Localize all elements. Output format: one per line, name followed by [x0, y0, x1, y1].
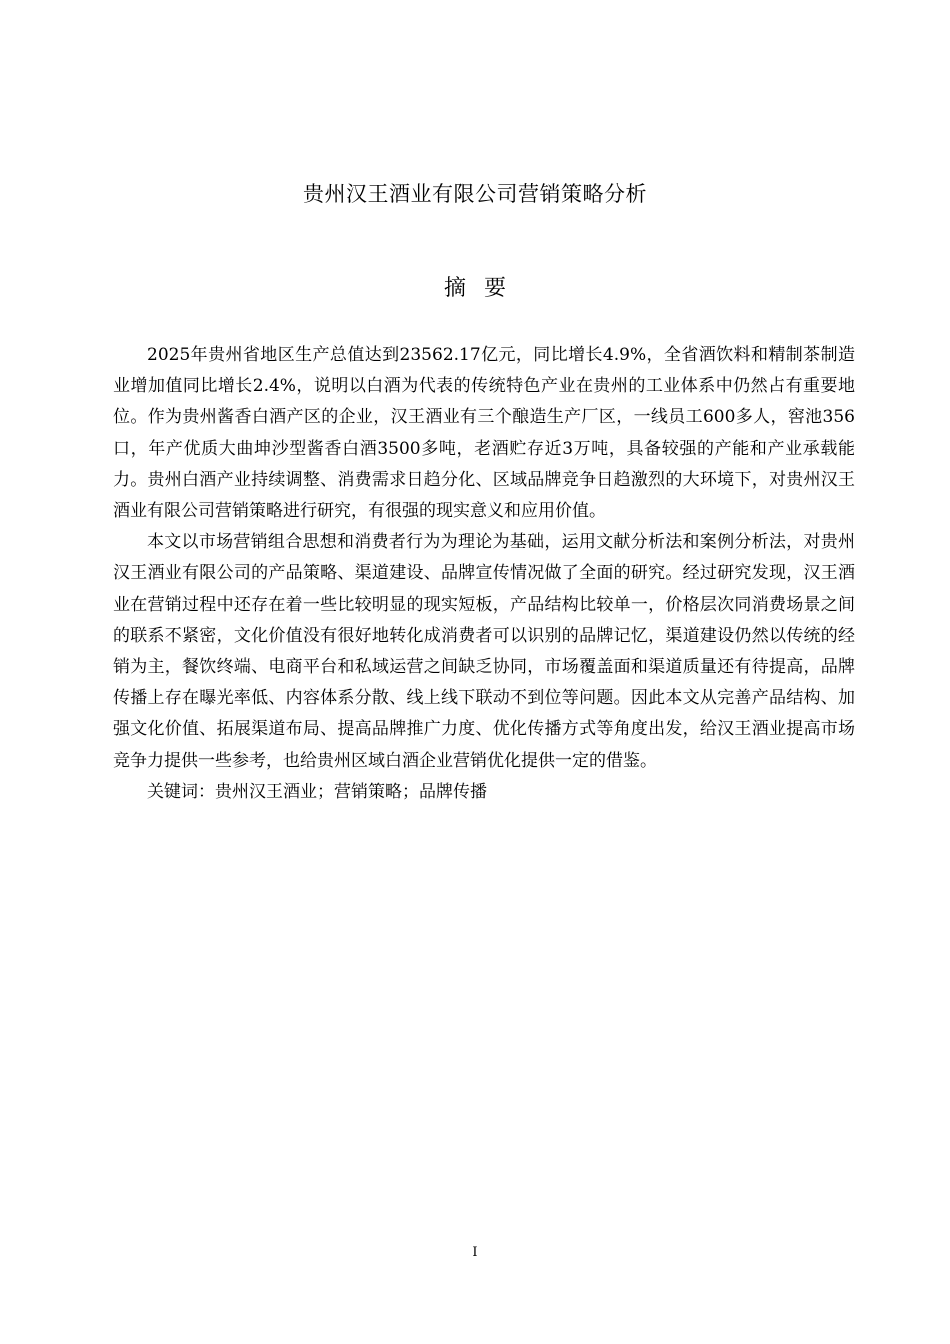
- abstract-paragraph-1: 2025年贵州省地区生产总值达到23562.17亿元，同比增长4.9%，全省酒饮料和精制茶制造业增加值同比增长2.4%，说明以白酒为代表的传统特色产业在贵州的工业体系中仍然占有重要地位。作为贵州酱香白酒产区的企业，汉王酒业有三个酿造生产厂区，一线员工600多人，窖池356口，年产优质大曲坤沙型酱香白酒3500多吨，老酒贮存近3万吨，具备较强的产能和产业承载能力。贵州白酒产业持续调整、消费需求日趋分化、区域品牌竞争日趋激烈的大环境下，对贵州汉王酒业有限公司营销策略进行研究，有很强的现实意义和应用价值。: [113, 345, 855, 522]
- page-number: I: [472, 1245, 478, 1260]
- keywords-line: [113, 777, 855, 808]
- keywords-text: 贵州汉王酒业；营销策略；品牌传播: [215, 781, 487, 802]
- keywords-label: 关键词：: [147, 781, 215, 802]
- abstract-paragraph-2: 本文以市场营销组合思想和消费者行为为理论为基础，运用文献分析法和案例分析法，对贵州汉王酒业有限公司的产品策略、渠道建设、品牌宣传情况做了全面的研究。经过研究发现，汉王酒业在营销过程中还存在着一些比较明显的现实短板，产品结构比较单一，价格层次同消费场景之间的联系不紧密，文化价值没有很好地转化成消费者可以识别的品牌记忆，渠道建设仍然以传统的经销为主，餐饮终端、电商平台和私域运营之间缺乏协同，市场覆盖面和渠道质量还有待提高，品牌传播上存在曝光率低、内容体系分散、线上线下联动不到位等问题。因此本文从完善产品结构、加强文化价值、拓展渠道布局、提高品牌推广力度、优化传播方式等角度出发，给汉王酒业提高市场竞争力提供一些参考，也给贵州区域白酒企业营销优化提供一定的借鉴。: [113, 532, 855, 771]
- document-title: 贵州汉王酒业有限公司营销策略分析: [303, 182, 647, 206]
- abstract-body: [113, 340, 855, 808]
- abstract-heading: 摘要: [443, 276, 524, 301]
